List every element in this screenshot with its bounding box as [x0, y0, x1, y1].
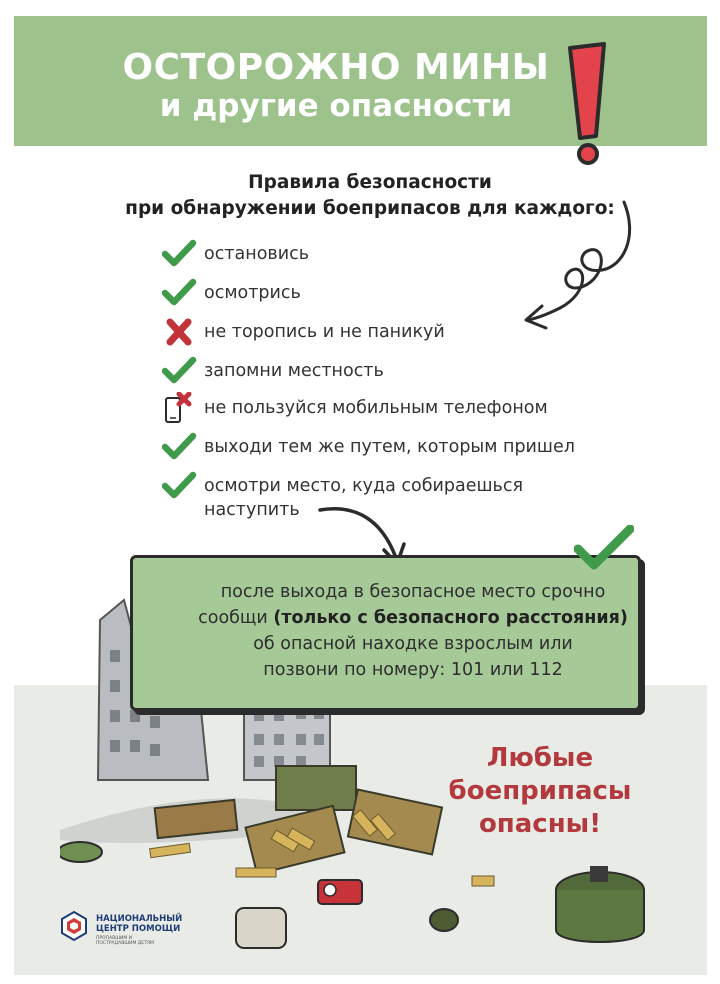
warning-line-2: боеприпасы	[448, 776, 632, 806]
check-icon	[162, 355, 198, 387]
check-icon	[162, 277, 198, 309]
check-icon	[574, 525, 634, 575]
rules-title-line-2: при обнаружении боеприпасов для каждого:	[125, 198, 615, 219]
rule-text: остановись	[204, 244, 310, 264]
rule-text: осмотрись	[204, 283, 301, 303]
report-line-4: позвони по номеру: 101 или 112	[263, 660, 563, 680]
rule-text: не пользуйся мобильным телефоном	[204, 398, 548, 418]
logo-line-2: ЦЕНТР ПОМОЩИ	[96, 924, 181, 934]
report-line-2	[133, 606, 693, 630]
rule-text-continued: наступить	[204, 500, 300, 520]
warning-line-3: опасны!	[478, 809, 602, 839]
title-line-2: и другие опасности	[159, 88, 513, 124]
report-line-3: об опасной находке взрослым или	[253, 634, 573, 654]
warning-line-1: Любые	[486, 743, 594, 773]
title-line-1: ОСТОРОЖНО МИНЫ	[122, 47, 550, 88]
logo-subtitle: ПРОПАВШИМ И ПОСТРАДАВШИМ ДЕТЯМ	[96, 936, 154, 946]
report-line-1: после выхода в безопасное место срочно	[220, 582, 606, 602]
rules-title-line-1: Правила безопасности	[248, 172, 492, 193]
rule-text: не торопись и не паникуй	[204, 322, 445, 342]
logo-icon	[58, 910, 90, 942]
warning-text	[430, 742, 650, 841]
logo-line-1: НАЦИОНАЛЬНЫЙ	[96, 914, 183, 924]
curly-arrow-icon	[520, 196, 640, 336]
exclamation-icon	[558, 40, 618, 170]
rule-text: выходи тем же путем, которым пришел	[204, 437, 575, 457]
report-line-2-prefix: сообщи	[198, 608, 274, 628]
check-icon	[162, 470, 198, 502]
report-line-2-bold: (только с безопасного расстояния)	[273, 608, 628, 628]
phone-cross-icon	[162, 392, 198, 424]
rule-text: осмотри место, куда собираешься	[204, 476, 523, 496]
check-icon	[162, 431, 198, 463]
check-icon	[162, 238, 198, 270]
rule-text: запомни местность	[204, 361, 384, 381]
report-box	[130, 555, 641, 711]
cross-icon	[162, 316, 198, 348]
page-top-edge	[0, 0, 720, 16]
